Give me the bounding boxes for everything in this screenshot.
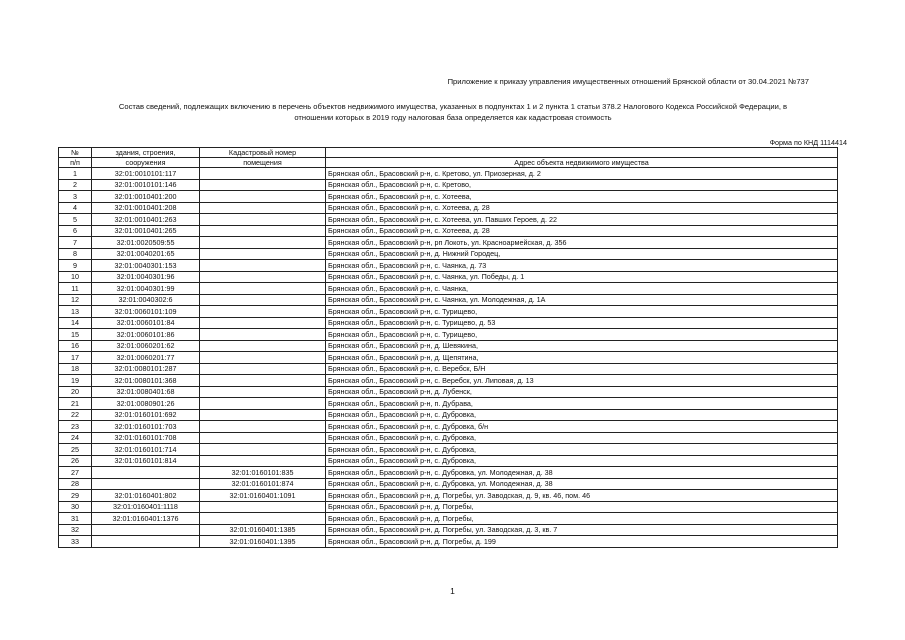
building-cadastral-number: 32:01:0080901:26 <box>92 398 200 410</box>
table-row <box>59 375 838 387</box>
row-number: 5 <box>59 214 92 226</box>
table-row <box>59 283 838 295</box>
row-number: 25 <box>59 444 92 456</box>
object-address: Брянская обл., Брасовский р-н, с. Дубровка, <box>326 432 838 444</box>
form-code: Форма по КНД 1114414 <box>769 138 847 147</box>
table-row <box>59 409 838 421</box>
building-cadastral-number: 32:01:0040301:96 <box>92 271 200 283</box>
row-number: 13 <box>59 306 92 318</box>
object-address: Брянская обл., Брасовский р-н, д. Шевякина, <box>326 340 838 352</box>
table-row <box>59 352 838 364</box>
premise-cadastral-number <box>200 168 326 180</box>
premise-cadastral-number <box>200 271 326 283</box>
property-table <box>58 147 838 548</box>
header-num-line1: № <box>59 148 92 158</box>
table-row <box>59 513 838 525</box>
row-number: 28 <box>59 478 92 490</box>
building-cadastral-number: 32:01:0010401:265 <box>92 225 200 237</box>
header-building-line1: здания, строения, <box>92 148 200 158</box>
object-address: Брянская обл., Брасовский р-н, д. Погребы, <box>326 513 838 525</box>
premise-cadastral-number <box>200 352 326 364</box>
object-address: Брянская обл., Брасовский р-н, с. Хотеева, д. 28 <box>326 202 838 214</box>
table-row <box>59 179 838 191</box>
premise-cadastral-number <box>200 513 326 525</box>
table-row <box>59 421 838 433</box>
premise-cadastral-number <box>200 444 326 456</box>
premise-cadastral-number <box>200 409 326 421</box>
building-cadastral-number: 32:01:0160401:1118 <box>92 501 200 513</box>
row-number: 14 <box>59 317 92 329</box>
premise-cadastral-number <box>200 283 326 295</box>
premise-cadastral-number <box>200 501 326 513</box>
premise-cadastral-number: 32:01:0160401:1395 <box>200 536 326 548</box>
table-row <box>59 317 838 329</box>
building-cadastral-number: 32:01:0060201:62 <box>92 340 200 352</box>
header-building-line2: сооружения <box>92 158 200 168</box>
building-cadastral-number: 32:01:0010401:208 <box>92 202 200 214</box>
row-number: 31 <box>59 513 92 525</box>
heading-line-2: отношении которых в 2019 году налоговая база определяется как кадастровая стоимость <box>294 112 612 122</box>
building-cadastral-number: 32:01:0160101:714 <box>92 444 200 456</box>
object-address: Брянская обл., Брасовский р-н, с. Дубровка, ул. Молодежная, д. 38 <box>326 478 838 490</box>
table-row <box>59 191 838 203</box>
building-cadastral-number: 32:01:0040301:99 <box>92 283 200 295</box>
table-row <box>59 340 838 352</box>
premise-cadastral-number <box>200 306 326 318</box>
header-premise-line2: помещения <box>200 158 326 168</box>
table-row <box>59 536 838 548</box>
building-cadastral-number: 32:01:0160101:708 <box>92 432 200 444</box>
table-row <box>59 398 838 410</box>
object-address: Брянская обл., Брасовский р-н, с. Чаянка, ул. Молодежная, д. 1А <box>326 294 838 306</box>
table-row <box>59 271 838 283</box>
row-number: 33 <box>59 536 92 548</box>
object-address: Брянская обл., Брасовский р-н, с. Турищево, <box>326 306 838 318</box>
premise-cadastral-number <box>200 329 326 341</box>
object-address: Брянская обл., Брасовский р-н, с. Чаянка, <box>326 283 838 295</box>
building-cadastral-number: 32:01:0160101:814 <box>92 455 200 467</box>
header-address-line1 <box>326 148 838 158</box>
object-address: Брянская обл., Брасовский р-н, с. Дубровка, <box>326 444 838 456</box>
row-number: 29 <box>59 490 92 502</box>
object-address: Брянская обл., Брасовский р-н, с. Дубровка, ул. Молодежная, д. 38 <box>326 467 838 479</box>
object-address: Брянская обл., Брасовский р-н, с. Дубровка, б/н <box>326 421 838 433</box>
premise-cadastral-number <box>200 202 326 214</box>
building-cadastral-number: 32:01:0040302:6 <box>92 294 200 306</box>
object-address: Брянская обл., Брасовский р-н, д. Нижний Городец, <box>326 248 838 260</box>
heading-line-1: Состав сведений, подлежащих включению в перечень объектов недвижимого имущества, указанных в подпунктах 1 и 2 пункта 1 статьи 378.2 Налогового Кодекса Российской Федерации, в <box>118 102 788 111</box>
building-cadastral-number <box>92 536 200 548</box>
premise-cadastral-number <box>200 375 326 387</box>
object-address: Брянская обл., Брасовский р-н, с. Кретово, ул. Приозерная, д. 2 <box>326 168 838 180</box>
row-number: 26 <box>59 455 92 467</box>
premise-cadastral-number <box>200 191 326 203</box>
building-cadastral-number: 32:01:0160101:692 <box>92 409 200 421</box>
row-number: 27 <box>59 467 92 479</box>
row-number: 24 <box>59 432 92 444</box>
table-body <box>59 168 838 548</box>
premise-cadastral-number <box>200 214 326 226</box>
table-row <box>59 467 838 479</box>
premise-cadastral-number <box>200 398 326 410</box>
premise-cadastral-number <box>200 455 326 467</box>
object-address: Брянская обл., Брасовский р-н, рп Локоть, ул. Красноармейская, д. 356 <box>326 237 838 249</box>
building-cadastral-number: 32:01:0020509:55 <box>92 237 200 249</box>
building-cadastral-number: 32:01:0060101:86 <box>92 329 200 341</box>
row-number: 1 <box>59 168 92 180</box>
table-row <box>59 214 838 226</box>
premise-cadastral-number <box>200 260 326 272</box>
table-row <box>59 329 838 341</box>
object-address: Брянская обл., Брасовский р-н, д. Погребы, ул. Заводская, д. 9, кв. 46, пом. 46 <box>326 490 838 502</box>
building-cadastral-number: 32:01:0080101:287 <box>92 363 200 375</box>
building-cadastral-number: 32:01:0010101:117 <box>92 168 200 180</box>
object-address: Брянская обл., Брасовский р-н, с. Кретово, <box>326 179 838 191</box>
object-address: Брянская обл., Брасовский р-н, с. Хотеева, <box>326 191 838 203</box>
premise-cadastral-number <box>200 340 326 352</box>
building-cadastral-number: 32:01:0160401:802 <box>92 490 200 502</box>
object-address: Брянская обл., Брасовский р-н, с. Чаянка, д. 73 <box>326 260 838 272</box>
object-address: Брянская обл., Брасовский р-н, с. Веребск, ул. Липовая, д. 13 <box>326 375 838 387</box>
building-cadastral-number: 32:01:0060101:84 <box>92 317 200 329</box>
object-address: Брянская обл., Брасовский р-н, с. Дубровка, <box>326 409 838 421</box>
row-number: 7 <box>59 237 92 249</box>
premise-cadastral-number <box>200 248 326 260</box>
table-row <box>59 455 838 467</box>
building-cadastral-number: 32:01:0160101:703 <box>92 421 200 433</box>
building-cadastral-number: 32:01:0010101:146 <box>92 179 200 191</box>
object-address: Брянская обл., Брасовский р-н, с. Чаянка, ул. Победы, д. 1 <box>326 271 838 283</box>
row-number: 10 <box>59 271 92 283</box>
premise-cadastral-number <box>200 179 326 191</box>
object-address: Брянская обл., Брасовский р-н, д. Погребы, д. 199 <box>326 536 838 548</box>
building-cadastral-number: 32:01:0060101:109 <box>92 306 200 318</box>
premise-cadastral-number: 32:01:0160401:1385 <box>200 524 326 536</box>
object-address: Брянская обл., Брасовский р-н, с. Турищево, <box>326 329 838 341</box>
building-cadastral-number: 32:01:0080101:368 <box>92 375 200 387</box>
table-row <box>59 524 838 536</box>
building-cadastral-number: 32:01:0010401:200 <box>92 191 200 203</box>
building-cadastral-number <box>92 478 200 490</box>
table-row <box>59 168 838 180</box>
premise-cadastral-number <box>200 386 326 398</box>
object-address: Брянская обл., Брасовский р-н, с. Дубровка, <box>326 455 838 467</box>
premise-cadastral-number <box>200 317 326 329</box>
building-cadastral-number: 32:01:0040301:153 <box>92 260 200 272</box>
table-row <box>59 363 838 375</box>
row-number: 23 <box>59 421 92 433</box>
row-number: 22 <box>59 409 92 421</box>
table-row <box>59 260 838 272</box>
premise-cadastral-number <box>200 294 326 306</box>
table-row <box>59 248 838 260</box>
row-number: 8 <box>59 248 92 260</box>
table-row <box>59 444 838 456</box>
premise-cadastral-number <box>200 421 326 433</box>
row-number: 11 <box>59 283 92 295</box>
header-num-line2: п/п <box>59 158 92 168</box>
table-row <box>59 225 838 237</box>
page-number: 1 <box>450 586 455 596</box>
table-row <box>59 432 838 444</box>
object-address: Брянская обл., Брасовский р-н, д. Щепятина, <box>326 352 838 364</box>
premise-cadastral-number: 32:01:0160101:874 <box>200 478 326 490</box>
table-row <box>59 202 838 214</box>
header-premise-line1: Кадастровый номер <box>200 148 326 158</box>
row-number: 19 <box>59 375 92 387</box>
table-row <box>59 490 838 502</box>
table-row <box>59 306 838 318</box>
building-cadastral-number: 32:01:0060201:77 <box>92 352 200 364</box>
table-row <box>59 501 838 513</box>
premise-cadastral-number: 32:01:0160101:835 <box>200 467 326 479</box>
building-cadastral-number <box>92 467 200 479</box>
object-address: Брянская обл., Брасовский р-н, д. Лубенск, <box>326 386 838 398</box>
row-number: 17 <box>59 352 92 364</box>
row-number: 32 <box>59 524 92 536</box>
table-row <box>59 237 838 249</box>
premise-cadastral-number <box>200 432 326 444</box>
object-address: Брянская обл., Брасовский р-н, с. Хотеева, д. 28 <box>326 225 838 237</box>
premise-cadastral-number <box>200 225 326 237</box>
object-address: Брянская обл., Брасовский р-н, с. Веребск, Б/Н <box>326 363 838 375</box>
row-number: 18 <box>59 363 92 375</box>
premise-cadastral-number <box>200 237 326 249</box>
row-number: 15 <box>59 329 92 341</box>
row-number: 9 <box>59 260 92 272</box>
table-header <box>59 148 838 168</box>
premise-cadastral-number <box>200 363 326 375</box>
building-cadastral-number <box>92 524 200 536</box>
object-address: Брянская обл., Брасовский р-н, с. Хотеева, ул. Павших Героев, д. 22 <box>326 214 838 226</box>
row-number: 30 <box>59 501 92 513</box>
object-address: Брянская обл., Брасовский р-н, с. Турищево, д. 53 <box>326 317 838 329</box>
table-row <box>59 294 838 306</box>
object-address: Брянская обл., Брасовский р-н, д. Погребы, <box>326 501 838 513</box>
row-number: 21 <box>59 398 92 410</box>
row-number: 6 <box>59 225 92 237</box>
row-number: 2 <box>59 179 92 191</box>
header-address-line2: Адрес объекта недвижимого имущества <box>326 158 838 168</box>
object-address: Брянская обл., Брасовский р-н, д. Погребы, ул. Заводская, д. 3, кв. 7 <box>326 524 838 536</box>
table-row <box>59 478 838 490</box>
appendix-line: Приложение к приказу управления имущественных отношений Брянской области от 30.04.2021 №737 <box>447 77 809 86</box>
row-number: 4 <box>59 202 92 214</box>
row-number: 16 <box>59 340 92 352</box>
document-heading <box>58 102 848 123</box>
table-row <box>59 386 838 398</box>
object-address: Брянская обл., Брасовский р-н, п. Дубрава, <box>326 398 838 410</box>
building-cadastral-number: 32:01:0040201:65 <box>92 248 200 260</box>
building-cadastral-number: 32:01:0160401:1376 <box>92 513 200 525</box>
building-cadastral-number: 32:01:0080401:68 <box>92 386 200 398</box>
row-number: 3 <box>59 191 92 203</box>
row-number: 20 <box>59 386 92 398</box>
building-cadastral-number: 32:01:0010401:263 <box>92 214 200 226</box>
row-number: 12 <box>59 294 92 306</box>
premise-cadastral-number: 32:01:0160401:1091 <box>200 490 326 502</box>
